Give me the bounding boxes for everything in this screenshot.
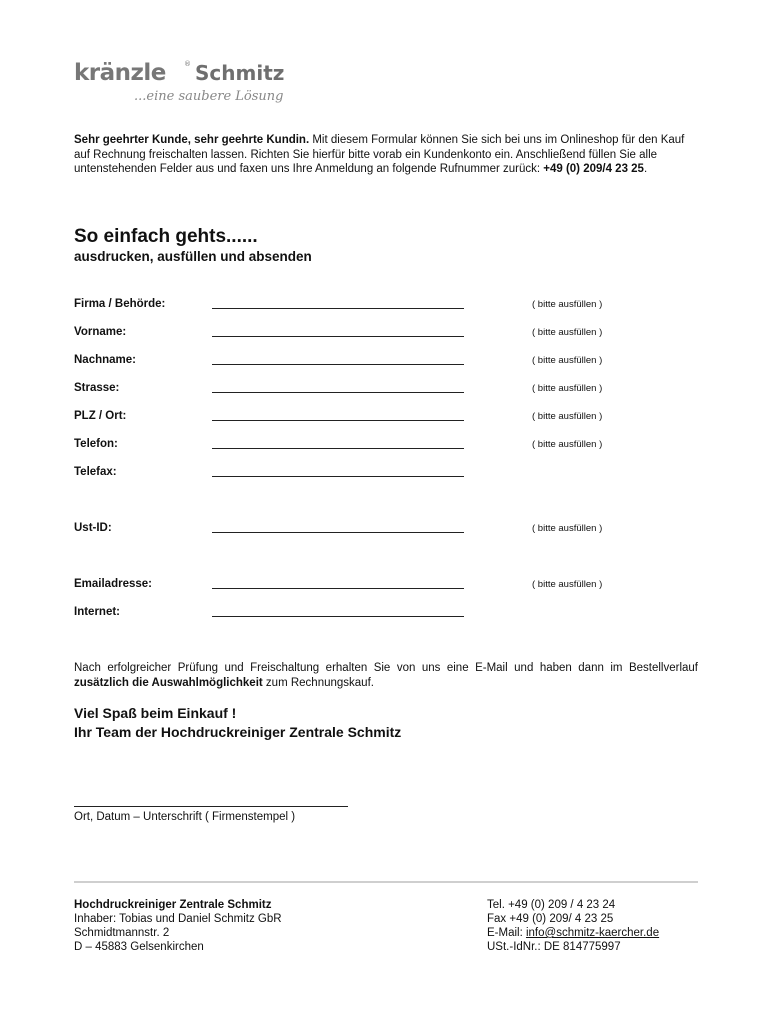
field-label: Ust-ID: [74, 522, 112, 534]
field-label: Internet: [74, 606, 120, 618]
footer-ustid: USt.-IdNr.: DE 814775997 [487, 941, 621, 953]
email-link[interactable]: info@schmitz-kaercher.de [525, 927, 660, 939]
field-hint: ( bitte ausfüllen ) [532, 383, 603, 394]
form-row-plz-ort [74, 410, 698, 426]
closing-line-2: Ihr Team der Hochdruckreiniger Zentrale Schmitz [74, 724, 402, 740]
field-label: Firma / Behörde: [74, 298, 166, 310]
footer-owner: Inhaber: Tobias und Daniel Schmitz GbR [74, 913, 282, 925]
form-row-ust-id [74, 522, 698, 538]
after-text-2: zum Rechnungskauf. [262, 677, 374, 689]
svg-text:®: ® [184, 60, 191, 68]
field-hint: ( bitte ausfüllen ) [532, 299, 603, 310]
form-row-firma [74, 298, 698, 314]
form-row-vorname [74, 326, 698, 342]
fill-in-line[interactable] [212, 532, 464, 533]
field-label: Vorname: [74, 326, 127, 338]
form-row-telefax [74, 466, 698, 482]
form-row-nachname [74, 354, 698, 370]
fill-in-line[interactable] [212, 616, 464, 617]
footer-fax: Fax +49 (0) 209/ 4 23 25 [487, 913, 614, 925]
logo-brand-kraenzle: kränzle [74, 60, 166, 86]
form-row-telefon [74, 438, 698, 454]
footer-contact [487, 898, 659, 954]
form-row-email [74, 578, 698, 594]
field-label: PLZ / Ort: [74, 410, 127, 422]
logo-brand-schmitz: Schmitz [195, 61, 285, 85]
signature-caption: Ort, Datum – Unterschrift ( Firmenstempel ) [74, 811, 296, 823]
footer-address [74, 898, 282, 954]
field-label: Strasse: [74, 382, 120, 394]
field-hint: ( bitte ausfüllen ) [532, 355, 603, 366]
fill-in-line[interactable] [212, 364, 464, 365]
field-hint: ( bitte ausfüllen ) [532, 523, 603, 534]
logo-tagline: ...eine saubere Lösung [134, 89, 284, 104]
field-hint: ( bitte ausfüllen ) [532, 327, 603, 338]
field-label: Telefon: [74, 438, 118, 450]
footer-tel: Tel. +49 (0) 209 / 4 23 24 [487, 899, 616, 911]
footer-divider [74, 881, 698, 883]
fill-in-line[interactable] [212, 476, 464, 477]
after-bold: zusätzlich die Auswahlmöglichkeit [74, 677, 263, 689]
footer-email-label: E-Mail: [487, 927, 526, 939]
confirmation-paragraph [74, 661, 698, 691]
closing-line-1: Viel Spaß beim Einkauf ! [74, 705, 237, 721]
footer-city: D – 45883 Gelsenkirchen [74, 941, 204, 953]
intro-greeting: Sehr geehrter Kunde, sehr geehrte Kundin. [74, 134, 310, 146]
after-text-1: Nach erfolgreicher Prüfung und Freischaltung erhalten Sie von uns eine E-Mail und haben dann im Bestellverlauf [74, 662, 698, 674]
intro-text: Mit diesem Formular können Sie sich bei uns im Onlineshop für den Kauf auf Rechnung freischalten lassen. Richten Sie hierfür bitte vorab ein Kundenkonto ein. Anschließend füllen Sie alle untenstehenden Felder aus und faxen uns Ihre Anmeldung an folgende Rufnummer zurück: [74, 134, 685, 175]
form-row-internet [74, 606, 698, 622]
fill-in-line[interactable] [212, 392, 464, 393]
intro-paragraph [74, 133, 698, 177]
page-title: So einfach gehts...... [74, 226, 258, 247]
field-hint: ( bitte ausfüllen ) [532, 439, 603, 450]
form-row-strasse [74, 382, 698, 398]
field-label: Telefax: [74, 466, 117, 478]
fill-in-line[interactable] [212, 308, 464, 309]
intro-fax-number: +49 (0) 209/4 23 25 [543, 163, 644, 175]
fill-in-line[interactable] [212, 588, 464, 589]
field-label: Emailadresse: [74, 578, 152, 590]
field-label: Nachname: [74, 354, 136, 366]
intro-end: . [643, 163, 648, 175]
footer-email-row [487, 926, 659, 940]
fill-in-line[interactable] [212, 420, 464, 421]
company-logo [74, 58, 314, 108]
field-hint: ( bitte ausfüllen ) [532, 579, 603, 590]
signature-line[interactable] [74, 806, 348, 807]
field-hint: ( bitte ausfüllen ) [532, 411, 603, 422]
fill-in-line[interactable] [212, 448, 464, 449]
footer-company: Hochdruckreiniger Zentrale Schmitz [74, 899, 272, 911]
closing-greeting [74, 704, 401, 742]
page-subtitle: ausdrucken, ausfüllen und absenden [74, 249, 312, 264]
footer-street: Schmidtmannstr. 2 [74, 927, 170, 939]
fill-in-line[interactable] [212, 336, 464, 337]
